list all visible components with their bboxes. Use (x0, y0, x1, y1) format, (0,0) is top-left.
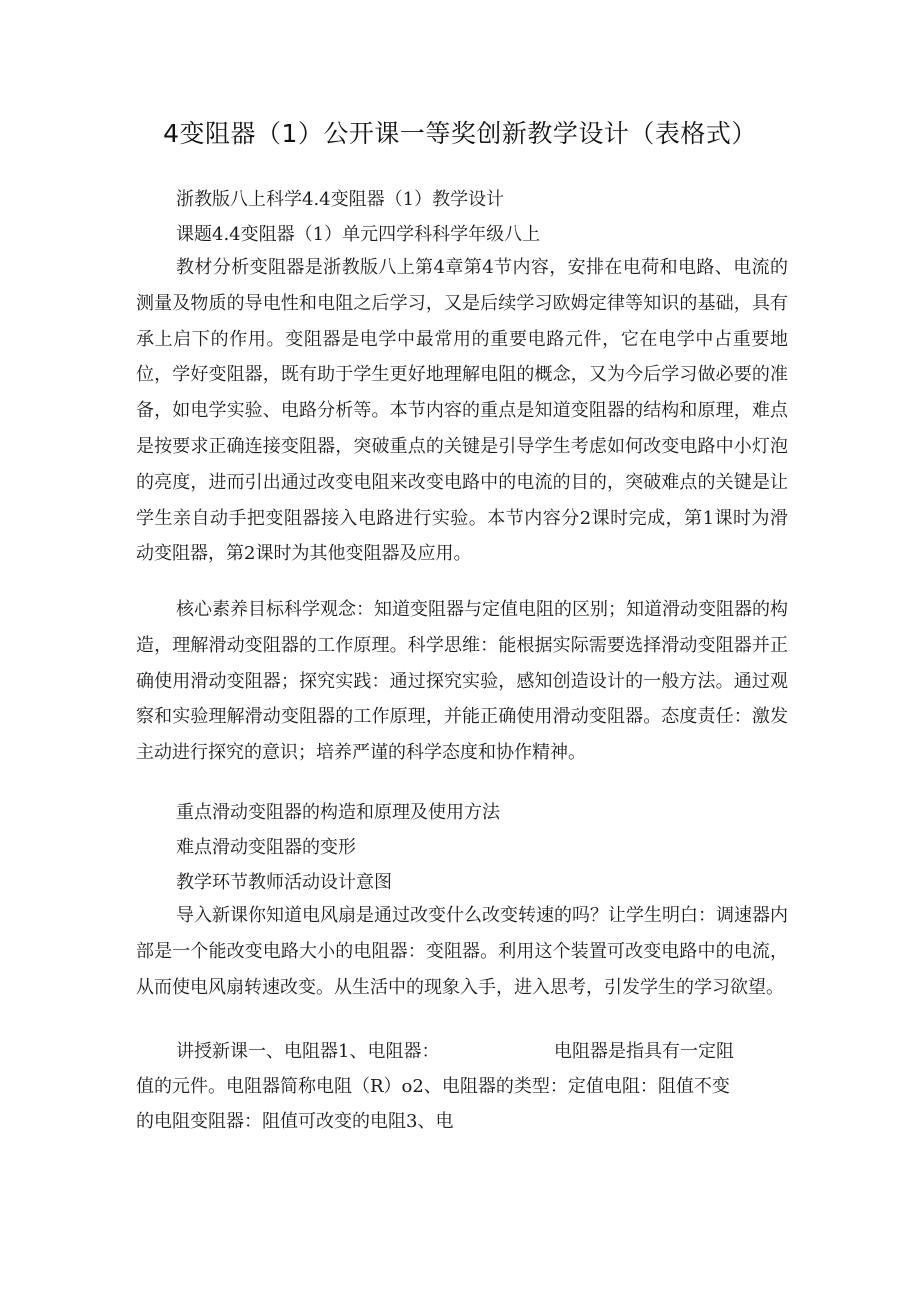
document-title: 4变阻器（1）公开课一等奖创新教学设计（表格式） (163, 119, 757, 148)
key-point: 重点滑动变阻器的构造和原理及使用方法 (176, 802, 500, 823)
core-literacy-paragraph: 核心素养目标科学观念：知道变阻器与定值电阻的区别；知道滑动变阻器的构造，理解滑动变阻器的工作原理。科学思维：能根据实际需要选择滑动变阻器并正确使用滑动变阻器；探究实践：通过探究实验，感知创造设计的一般方法。通过观察和实验理解滑动变阻器的工作原理，并能正确使用滑动变阻器。态度责任：激发主动进行探究的意识；培养严谨的科学态度和协作精神。 (136, 599, 788, 764)
lecture-left-text: 讲授新课一、电阻器1、电阻器： (176, 1041, 440, 1062)
lecture-line-3: 的电阻变阻器：阻值可改变的电阻3、电 (136, 1111, 454, 1132)
difficult-point: 难点滑动变阻器的变形 (176, 837, 356, 858)
document-subtitle: 浙教版八上科学4.4变阻器（1）教学设计 (176, 189, 505, 210)
intro-paragraph: 导入新课你知道电风扇是通过改变什么改变转速的吗？让学生明白：调速器内部是一个能改变电路大小的电阻器：变阻器。利用这个装置可改变电路中的电流，从而使电风扇转速改变。从生活中的现象入手，进入思考，引发学生的学习欲望。 (136, 905, 788, 998)
lecture-line-2: 值的元件。电阻器简称电阻（R）o2、电阻器的类型：定值电阻：阻值不变 (136, 1076, 730, 1097)
lecture-right-text: 电阻器是指具有一定阻 (554, 1041, 734, 1062)
teaching-steps-header: 教学环节教师活动设计意图 (176, 872, 392, 893)
lesson-info: 课题4.4变阻器（1）单元四学科科学年级八上 (176, 224, 541, 245)
material-analysis-paragraph: 教材分析变阻器是浙教版八上第4章第4节内容，安排在电荷和电路、电流的测量及物质的导电性和电阻之后学习，又是后续学习欧姆定律等知识的基础，具有承上启下的作用。变阻器是电学中最常用的重要电路元件，它在电学中占重要地位，学好变阻器，既有助于学生更好地理解电阻的概念，又为今后学习做必要的准备，如电学实验、电路分析等。本节内容的重点是知道变阻器的结构和原理，难点是按要求正确连接变阻器，突破重点的关键是引导学生考虑如何改变电路中小灯泡的亮度，进而引出通过改变电阻来改变电路中的电流的目的，突破难点的关键是让学生亲自动手把变阻器接入电路进行实验。本节内容分2课时完成，第1课时为滑动变阻器，第2课时为其他变阻器及应用。 (136, 257, 788, 565)
